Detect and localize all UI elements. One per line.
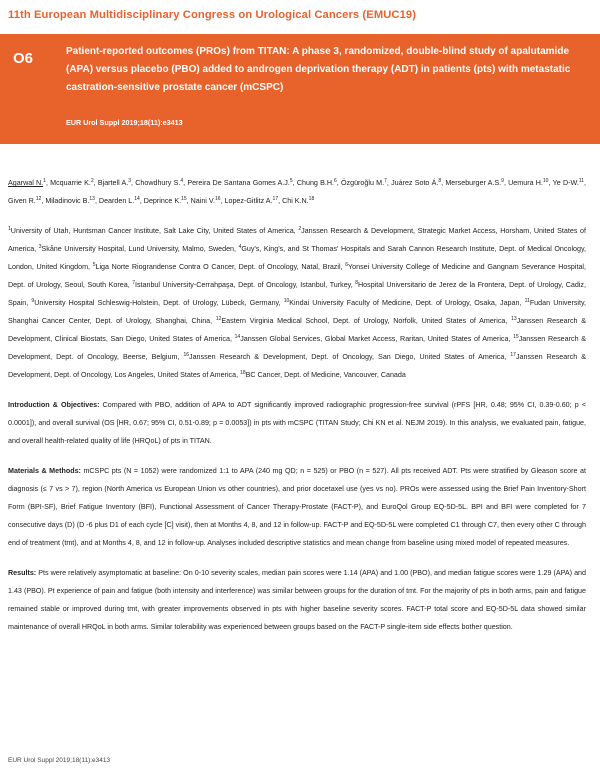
author-list (8, 174, 586, 210)
affiliation (132, 281, 355, 289)
author-name: Özgüroğlu M. (340, 179, 385, 187)
author-affiliation-number: 6 (334, 178, 337, 184)
author-separator: , (41, 197, 46, 205)
affiliation-text: University Hospital Schleswig-Holstein, Dept. of Urology, Lübeck, Germany, (34, 299, 284, 307)
affiliation-number: 15 (513, 334, 519, 340)
author-separator: , (183, 179, 188, 187)
author-name: Given R. (8, 197, 36, 205)
affiliation-number: 18 (240, 370, 246, 376)
author-separator: , (503, 179, 509, 187)
affiliation-number: 5 (92, 262, 96, 268)
author-name: Pereira De Santana Gomes A.J. (187, 179, 290, 187)
author (282, 197, 314, 205)
methods-section (8, 462, 586, 552)
author (99, 197, 144, 205)
affiliation-text: Fudan University, Shanghai Cancer Center, Dept. of Urology, Shanghai, China, (8, 299, 587, 325)
author (135, 179, 187, 187)
author-name: Lopez-Gitlitz A. (224, 197, 273, 205)
footer-citation: EUR Urol Suppl 2019;18(11):e3413 (8, 757, 111, 764)
author-affiliation-number: 5 (289, 178, 293, 184)
author-name: Dearden L. (98, 197, 135, 205)
affiliation (92, 262, 349, 271)
affiliation-text: Istanbul University-Cerrahpaşa, Dept. of Oncology, Istanbul, Turkey, (134, 281, 356, 289)
affiliation-number: 7 (132, 280, 135, 286)
author-name: Uemura H. (508, 179, 543, 187)
author-name: Juárez Soto Á. (391, 179, 439, 187)
author-name: Mcquarrie K. (50, 179, 91, 187)
author-affiliation-number: 12 (35, 196, 42, 202)
author-separator: , (139, 197, 144, 205)
author (144, 197, 191, 205)
author-separator: , (220, 197, 225, 205)
abstract-header-band (0, 34, 600, 144)
author-affiliation-number: 18 (308, 196, 315, 202)
author (191, 197, 225, 205)
congress-title: 11th European Multidisciplinary Congress on Urological Cancers (EMUC19) (8, 9, 417, 21)
author-affiliation-number: 16 (214, 196, 221, 202)
affiliation-number: 16 (183, 352, 190, 358)
author-separator: , (441, 179, 446, 187)
author-affiliation-number: 17 (272, 196, 279, 202)
affiliation-list (8, 222, 586, 384)
affiliation (284, 299, 525, 307)
results-heading: Results: (8, 569, 37, 577)
author-affiliation-number: 3 (128, 178, 132, 184)
author (445, 179, 508, 187)
affiliation-text: Janssen Research & Development, Clinical Biostats, San Diego, United States of America, (8, 317, 586, 343)
methods-text: mCSPC pts (N = 1052) were randomized 1:1 to APA (240 mg QD; n = 525) or PBO (n = 527). All pts received ADT. Pts were stratified by Gleason score at diagnosis (≤ 7 vs > 7), region (North America vs European Union vs other countries), and prior docetaxel use (yes vs no). PROs were assessed using the Brief Pain Inventory-Short Form (BPI-SF), Brief Fatigue Inventory (BFI), Functional Assessment of Cancer Therapy-Prostate (FACT-P), and EuroQol Group EQ-5D-5L. BPI and BFI were completed for 7 consecutive days (D) (D -6 plus D1 of each cycle [C] visit), then at Months 4, 8, and 12 in follow-up. FACT-P and EQ-5D-5L were completed C1 through C7, then every other C through end of treatment (tmt), and at Months 4, 8, and 12 in follow-up. Analyses included descriptive statistics and mean change from baseline using mixed model of repeated measures. (8, 467, 586, 547)
author-separator: , (584, 179, 587, 187)
affiliation (183, 353, 510, 361)
author-name: Chung B.H. (296, 179, 334, 187)
methods-heading: Materials & Methods: (8, 467, 81, 475)
affiliation (31, 299, 283, 307)
author-separator: , (278, 197, 283, 205)
affiliation-number: 4 (238, 244, 242, 250)
author (187, 179, 297, 187)
affiliation-number: 13 (511, 316, 517, 322)
author-name: Chi K.N. (282, 197, 309, 205)
affiliation (39, 245, 239, 253)
author-name: Ye D-W. (552, 179, 579, 187)
affiliation-number: 10 (283, 298, 290, 304)
author (45, 197, 99, 205)
author (225, 197, 283, 205)
abstract-body (8, 174, 586, 648)
author-separator: , (186, 197, 191, 205)
affiliation-text: Janssen Global Services, Global Market Access, Raritan, United States of America, (240, 335, 514, 343)
affiliation-text: Janssen Research & Development, Dept. of Oncology, San Diego, United States of America, (189, 353, 511, 361)
affiliation-number: 11 (524, 298, 530, 304)
affiliation-number: 1 (8, 226, 11, 232)
author-separator: , (93, 179, 98, 187)
author (50, 179, 98, 187)
author-name: Merseburger A.S. (445, 179, 502, 187)
author-separator: , (94, 197, 99, 205)
affiliation (240, 371, 406, 379)
author (553, 179, 586, 187)
affiliation-text: University of Utah, Huntsman Cancer Institute, Salt Lake City, United States of America, (10, 227, 299, 235)
author (8, 179, 50, 187)
author-name: Agarwal N. (8, 179, 44, 187)
author-separator: , (386, 179, 392, 187)
author (391, 179, 445, 187)
author-affiliation-number: 2 (90, 178, 94, 184)
affiliation-text: Eastern Virginia Medical School, Dept. of Urology, Norfolk, United States of America, (221, 317, 512, 325)
affiliation-number: 14 (234, 334, 241, 340)
affiliation-text: Skåne University Hospital, Lund University, Malmo, Sweden, (41, 245, 239, 253)
affiliation (235, 335, 513, 343)
author-affiliation-number: 15 (181, 196, 187, 202)
affiliation-number: 8 (355, 280, 359, 286)
affiliation-text: Janssen Research & Development, Dept. of Oncology, Los Angeles, United States of America, (8, 353, 586, 379)
author-separator: , (292, 179, 297, 187)
intro-heading: Introduction & Objectives: (8, 401, 100, 409)
affiliation-number: 12 (215, 316, 222, 322)
author (8, 197, 45, 205)
affiliation-text: Janssen Research & Development, Strategic Market Access, Horsham, United States of America, (8, 227, 586, 253)
affiliation-text: Kindai University Faculty of Medicine, Dept. of Urology, Osaka, Japan, (289, 299, 525, 307)
affiliation-text: Liga Norte Riograndense Contra O Cancer, Dept. of Oncology, Natal, Brazil, (95, 263, 346, 271)
author-name: Naini V. (190, 197, 215, 205)
author-name: Miladinovic B. (45, 197, 90, 205)
author-affiliation-number: 4 (180, 178, 184, 184)
results-section (8, 564, 586, 636)
abstract-citation: EUR Urol Suppl 2019;18(11):e3413 (66, 118, 183, 127)
author-separator: , (131, 179, 136, 187)
author-affiliation-number: 1 (43, 178, 46, 184)
affiliation-text: Janssen Research & Development, Dept. of Oncology, Beerse, Belgium, (8, 335, 586, 361)
intro-text: Compared with PBO, addition of APA to ADT significantly improved radiographic progression-free survival (rPFS [HR, 0.48; 95% CI, 0.39-0.60; p < 0.0001]), and overall survival (OS [HR, 0.67; 95% CI, 0.51-0.89; p = 0.0053]) in pts with mCSPC (TITAN Study; Chi KN et al. NEJM 2019). In this analysis, we evaluated pain, fatigue, and overall health-related quality of life (HRQoL) of pts in TITAN. (8, 401, 586, 445)
author (98, 179, 135, 187)
author (297, 179, 341, 187)
abstract-code: O6 (13, 50, 34, 67)
author-separator: , (45, 179, 51, 187)
author-affiliation-number: 14 (134, 196, 140, 202)
author-separator: , (548, 179, 553, 187)
results-text: Pts were relatively asymptomatic at baseline: On 0-10 severity scales, median pain scores were 1.14 (APA) and 1.00 (PBO), and median fatigue scores were 1.29 (APA) and 1.43 (PBO). Pt experience of pain and fatigue (both intensity and interference) was similar between groups for the duration of tmt. For the majority of pts in both arms, pain and fatigue remained stable or improved during tmt, with greater improvements observed in pts with higher baseline severity scores. FACT-P total score and EQ-5D-5L data showed similar maintenance of overall HRQoL in both arms. Similar tolerability was experienced between groups based on the FACT-P single-item side effects bother question. (8, 569, 586, 631)
author (341, 179, 391, 187)
affiliation-number: 6 (345, 262, 349, 268)
abstract-title: Patient-reported outcomes (PROs) from TITAN: A phase 3, randomized, double-blind study of apalutamide (APA) versus placebo (PBO) added to androgen deprivation therapy (ADT) in patients (pts) with metastatic castration-sensitive prostate cancer (mCSPC) (66, 46, 571, 93)
affiliation-number: 17 (510, 352, 516, 358)
author-separator: , (336, 179, 341, 187)
affiliation (8, 227, 298, 235)
author-affiliation-number: 7 (384, 178, 387, 184)
intro-section (8, 396, 586, 450)
affiliation-text: Yonsei University College of Medicine and Gangnam Severance Hospital, Dept. of Urology, Seoul, South Korea, (8, 263, 586, 289)
author (508, 179, 553, 187)
affiliation-text: Guy's, King's, and St Thomas' Hospitals and Sarah Cannon Research Institute, Dept. of Medical Oncology, London, United Kingdom, (8, 245, 586, 271)
author-affiliation-number: 13 (89, 196, 95, 202)
affiliation-number: 3 (38, 244, 42, 250)
affiliation-text: BC Cancer, Dept. of Medicine, Vancouver, Canada (245, 371, 406, 379)
author-affiliation-number: 8 (438, 178, 442, 184)
author-name: Bjartell A. (97, 179, 129, 187)
affiliation (216, 317, 511, 325)
affiliation-number: 9 (31, 298, 35, 304)
author-name: Deprince K. (143, 197, 182, 205)
author-name: Chowdhury S. (135, 179, 181, 187)
author-affiliation-number: 10 (542, 178, 549, 184)
author-affiliation-number: 11 (578, 178, 585, 184)
affiliation-number: 2 (298, 226, 302, 232)
affiliation-text: Hospital Universitario de Jerez de la Frontera, Dept. of Urology, Cadiz, Spain, (8, 281, 586, 307)
author-affiliation-number: 9 (501, 178, 504, 184)
